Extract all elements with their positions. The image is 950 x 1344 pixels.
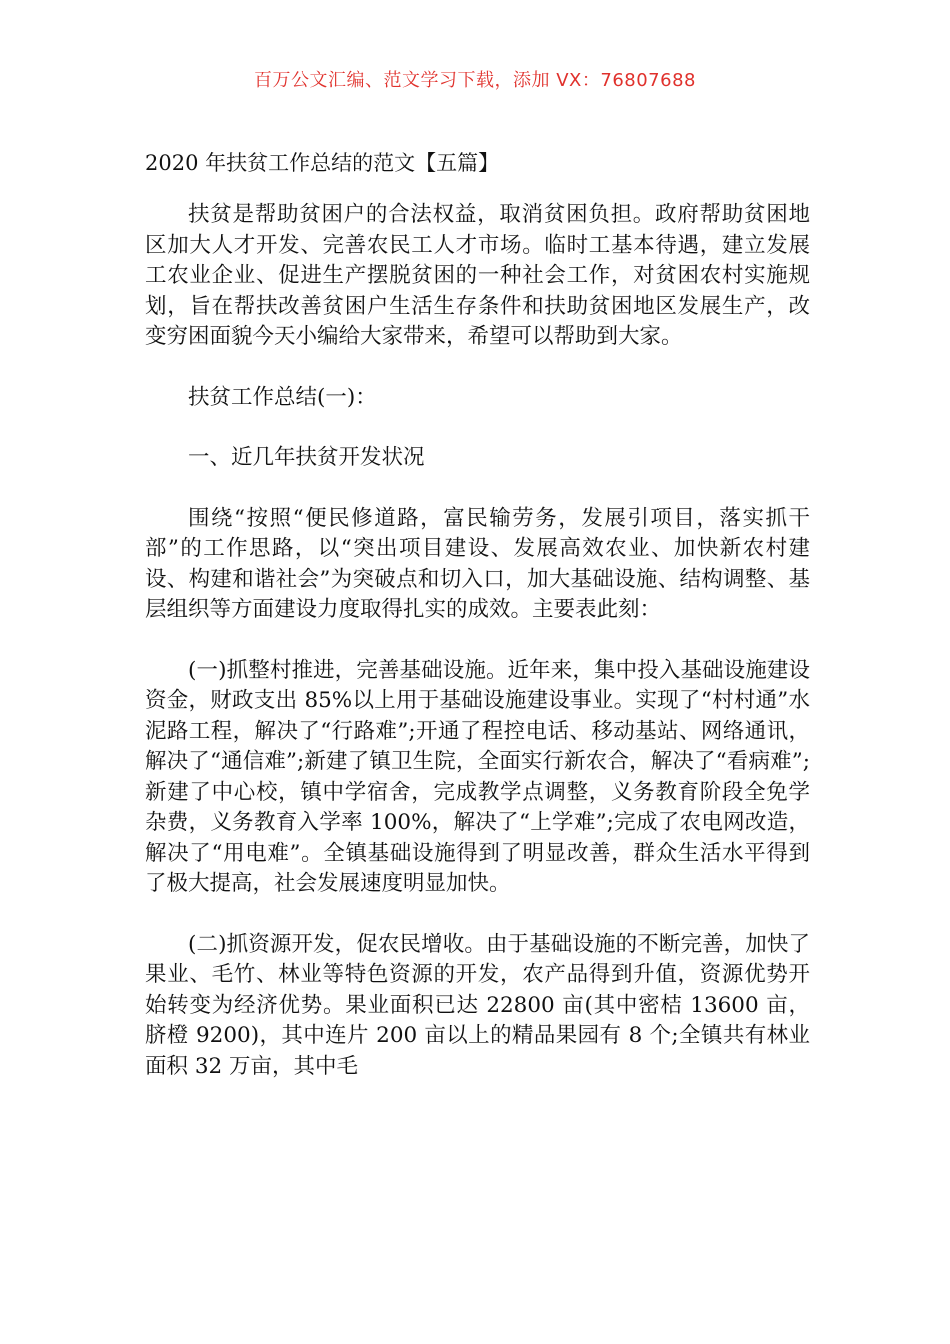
paragraph-overview: 围绕“按照“便民修道路，富民输劳务，发展引项目，落实抓干部”的工作思路，以“突出项目建设、发展高效农业、加快新农村建设、构建和谐社会”为突破点和切入口，加大基础设施、结构调整、基层组织等方面建设力度取得扎实的成效。主要表此刻：	[145, 505, 810, 622]
document-body	[145, 200, 810, 1112]
paragraph-section-heading: 扶贫工作总结(一)：	[188, 384, 377, 410]
paragraph-resources: (二)抓资源开发，促农民增收。由于基础设施的不断完善，加快了果业、毛竹、林业等特色资源的开发，农产品得到升值，资源优势开始转变为经济优势。果业面积已达 22800 亩(其中密桔 13600 亩，脐橙 9200)，其中连片 200 亩以上的精品果园有 8 个;全镇共有林业面积 32 万亩，其中毛	[145, 931, 810, 1079]
paragraph-infrastructure: (一)抓整村推进，完善基础设施。近年来，集中投入基础设施建设资金，财政支出 85%以上用于基础设施建设事业。实现了“村村通”水泥路工程，解决了“行路难”;开通了程控电话、移动基站、网络通讯，解决了“通信难”;新建了镇卫生院，全面实行新农合，解决了“看病难”;新建了中心校，镇中学宿舍，完成教学点调整，义务教育阶段全免学杂费，义务教育入学率 100%，解决了“上学难”;完成了农电网改造，解决了“用电难”。全镇基础设施得到了明显改善，群众生活水平得到了极大提高，社会发展速度明显加快。	[145, 657, 810, 896]
header-banner: 百万公文汇编、范文学习下载，添加 VX：76807688	[254, 70, 696, 91]
document-title: 2020 年扶贫工作总结的范文【五篇】	[145, 151, 500, 175]
paragraph-intro: 扶贫是帮助贫困户的合法权益，取消贫困负担。政府帮助贫困地区加大人才开发、完善农民工人才市场。临时工基本待遇，建立发展工农业企业、促进生产摆脱贫困的一种社会工作，对贫困农村实施规划，旨在帮扶改善贫困户生活生存条件和扶助贫困地区发展生产，改变穷困面貌今天小编给大家带来，希望可以帮助到大家。	[145, 202, 810, 349]
paragraph-subheading: 一、近几年扶贫开发状况	[188, 445, 425, 470]
